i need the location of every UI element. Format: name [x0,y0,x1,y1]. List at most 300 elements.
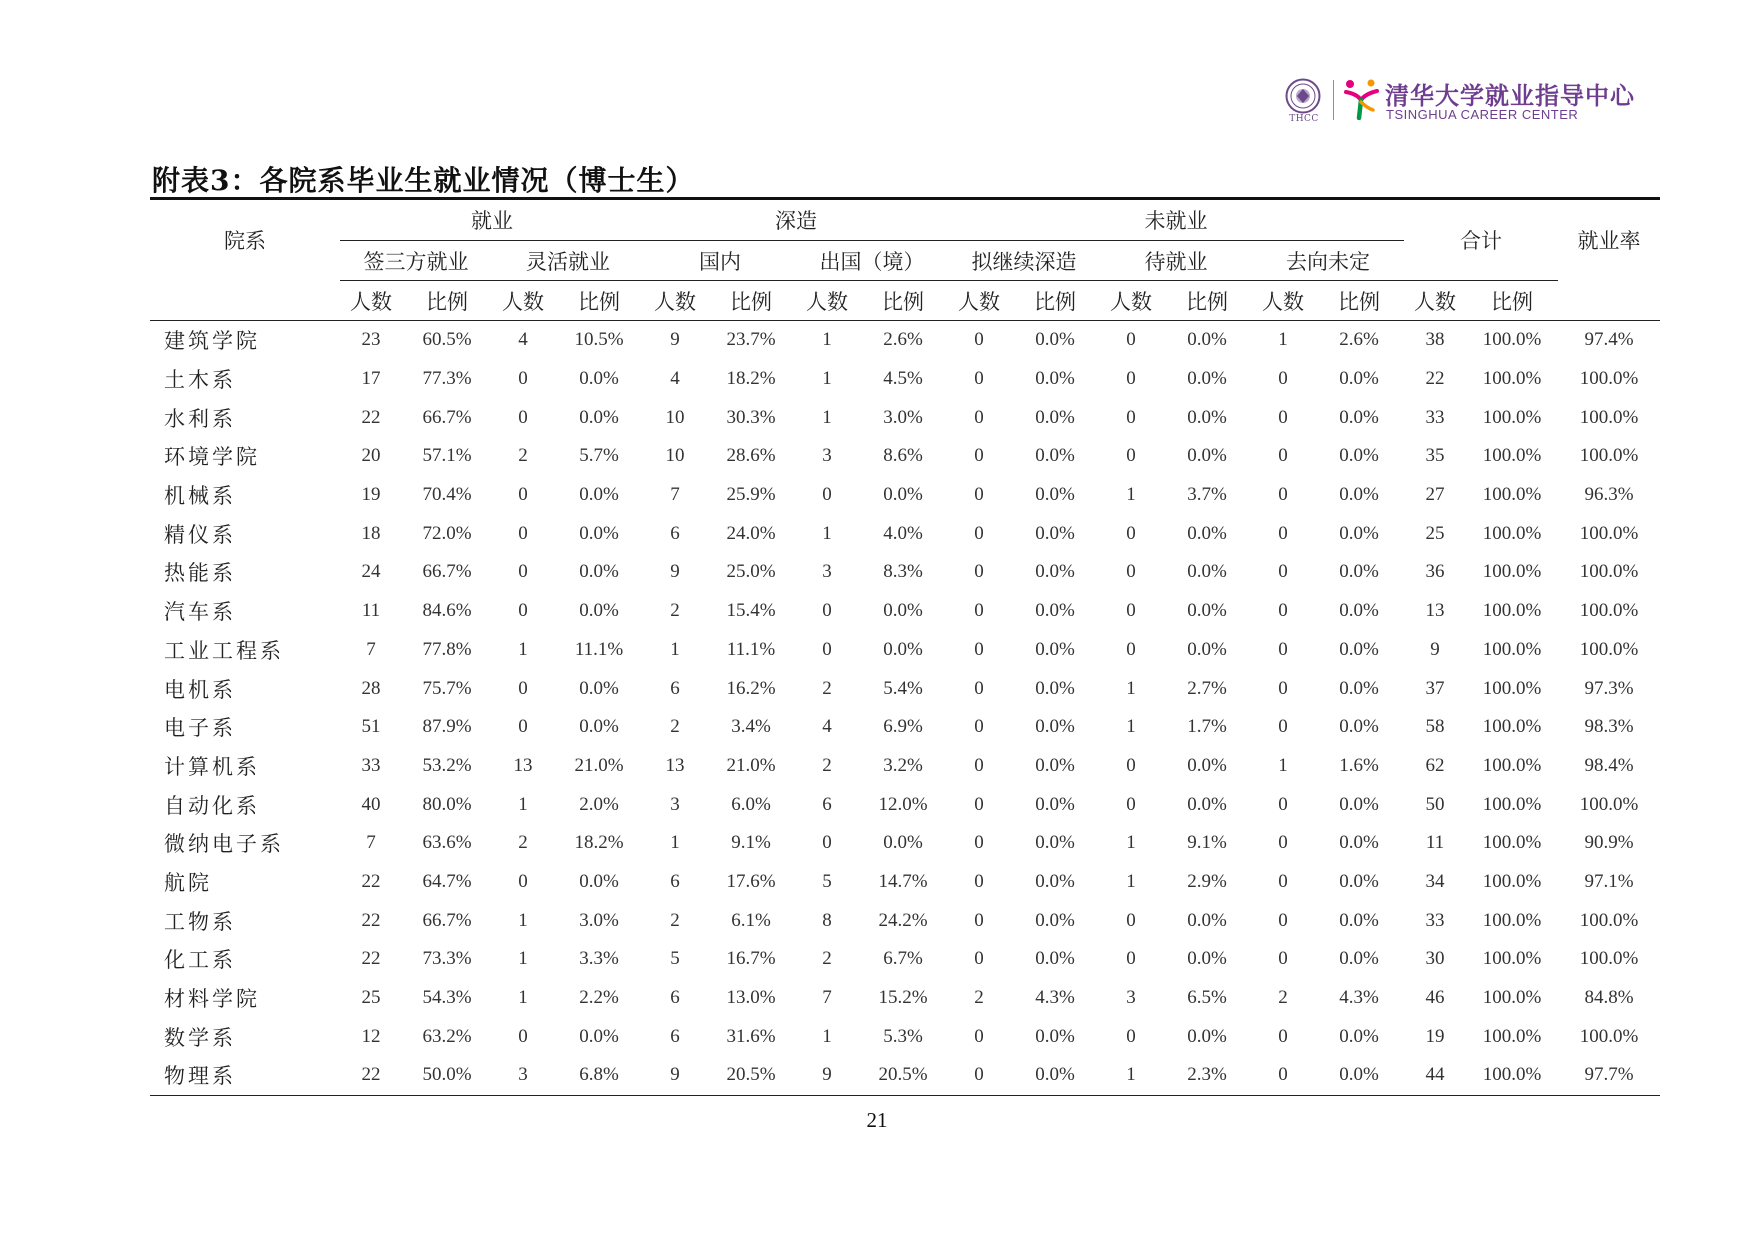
header-count: 人数 [644,281,706,321]
ratio-cell: 23.7% [726,329,776,351]
ratio-cell: 0.0% [1035,406,1075,428]
employment-rate-cell: 98.4% [1584,754,1634,776]
ratio-cell: 8.6% [883,445,923,467]
ratio-cell: 0.0% [1339,561,1379,583]
ratio-cell: 24.2% [878,909,928,931]
ratio-cell: 66.7% [422,909,472,931]
ratio-cell: 0.0% [579,522,619,544]
ratio-cell: 0.0% [1339,406,1379,428]
ratio-cell: 0.0% [1035,870,1075,892]
dept-name: 土木系 [164,368,236,393]
count-cell: 0 [948,1056,1010,1095]
ratio-cell: 100.0% [1482,445,1542,467]
header-domestic: 国内 [644,241,796,281]
count-cell: 1 [822,406,832,428]
header-ratio: 比例 [554,281,644,321]
header-count: 人数 [1252,281,1314,321]
ratio-cell: 6.9% [883,716,923,738]
ratio-cell: 2.9% [1187,870,1227,892]
ratio-cell: 57.1% [422,445,472,467]
count-cell: 0 [974,793,984,815]
ratio-cell: 0.0% [1035,754,1075,776]
count-cell: 19 [1425,1025,1445,1047]
employment-rate-cell: 100.0% [1579,638,1639,660]
employment-rate-cell: 100.0% [1579,561,1639,583]
count-cell: 35 [1425,445,1445,467]
ratio-cell: 16.2% [726,677,776,699]
count-cell: 0 [1278,793,1288,815]
ratio-cell: 2.3% [1162,1056,1252,1095]
table-row [150,476,1660,515]
employment-rate-cell: 97.1% [1584,870,1634,892]
count-cell: 0 [1126,793,1136,815]
count-cell: 3 [670,793,680,815]
count-cell: 0 [822,832,832,854]
ratio-cell: 2.0% [579,793,619,815]
ratio-cell: 0.0% [1035,716,1075,738]
ratio-cell: 0.0% [1339,1025,1379,1047]
ratio-cell: 0.0% [579,484,619,506]
count-cell: 0 [518,600,528,622]
ratio-cell: 18.2% [726,368,776,390]
ratio-cell: 2.7% [1187,677,1227,699]
count-cell: 6 [670,522,680,544]
count-cell: 1 [1278,754,1288,776]
count-cell: 28 [361,677,381,699]
count-cell: 30 [1425,948,1445,970]
ratio-cell: 0.0% [1339,368,1379,390]
count-cell: 0 [1278,832,1288,854]
header-ratio: 比例 [858,281,948,321]
ratio-cell: 0.0% [1187,522,1227,544]
ratio-cell: 60.5% [422,329,472,351]
count-cell: 6 [670,1025,680,1047]
ratio-cell: 31.6% [726,1025,776,1047]
header-blank [1558,281,1660,321]
header-count: 人数 [1404,281,1466,321]
ratio-cell: 0.0% [579,406,619,428]
dept-name: 物理系 [150,1056,340,1095]
count-cell: 3 [822,445,832,467]
table-row [150,398,1660,437]
ratio-cell: 0.0% [1339,445,1379,467]
header-ratio: 比例 [1314,281,1404,321]
header-group-total: 合计 [1404,199,1558,281]
count-cell: 12 [361,1025,381,1047]
table-row [150,631,1660,670]
dept-name: 电子系 [164,716,236,741]
ratio-cell: 0.0% [1035,1025,1075,1047]
employment-rate-cell: 96.3% [1584,484,1634,506]
ratio-cell: 54.3% [422,987,472,1009]
dept-name: 热能系 [164,561,236,586]
ratio-cell: 21.0% [574,754,624,776]
ratio-cell: 0.0% [579,870,619,892]
count-cell: 6 [670,987,680,1009]
ratio-cell: 20.5% [706,1056,796,1095]
dept-name: 计算机系 [164,754,260,779]
ratio-cell: 25.9% [726,484,776,506]
count-cell: 22 [340,1056,402,1095]
ratio-cell: 0.0% [883,600,923,622]
count-cell: 4 [518,329,528,351]
ratio-cell: 3.0% [883,406,923,428]
ratio-cell: 16.7% [726,948,776,970]
dept-name: 精仪系 [164,522,236,547]
ratio-cell: 0.0% [1339,484,1379,506]
ratio-cell: 9.1% [1187,832,1227,854]
employment-rate-cell: 100.0% [1579,445,1639,467]
ratio-cell: 6.0% [731,793,771,815]
ratio-cell: 25.0% [726,561,776,583]
count-cell: 0 [1126,1025,1136,1047]
ratio-cell: 66.7% [422,561,472,583]
count-cell: 0 [1278,716,1288,738]
count-cell: 20 [361,445,381,467]
ratio-cell: 0.0% [883,638,923,660]
count-cell: 0 [1278,522,1288,544]
ratio-cell: 10.5% [574,329,624,351]
ratio-cell: 80.0% [422,793,472,815]
employment-rate-cell: 98.3% [1584,716,1634,738]
count-cell: 7 [366,638,376,660]
ratio-cell: 70.4% [422,484,472,506]
count-cell: 0 [1126,522,1136,544]
count-cell: 0 [1278,484,1288,506]
count-cell: 2 [518,832,528,854]
ratio-cell: 4.5% [883,368,923,390]
ratio-cell: 5.3% [883,1025,923,1047]
ratio-cell: 5.7% [579,445,619,467]
count-cell: 27 [1425,484,1445,506]
ratio-cell: 100.0% [1482,677,1542,699]
count-cell: 17 [361,368,381,390]
ratio-cell: 3.4% [731,716,771,738]
count-cell: 0 [518,1025,528,1047]
ratio-cell: 3.7% [1187,484,1227,506]
employment-rate-cell: 100.0% [1579,793,1639,815]
table-row [150,360,1660,399]
count-cell: 0 [518,522,528,544]
count-cell: 9 [796,1056,858,1095]
count-cell: 1 [1126,870,1136,892]
ratio-cell: 6.7% [883,948,923,970]
count-cell: 3 [492,1056,554,1095]
ratio-cell: 0.0% [1035,484,1075,506]
ratio-cell: 77.3% [422,368,472,390]
employment-rate-cell: 90.9% [1584,832,1634,854]
ratio-cell: 100.0% [1482,600,1542,622]
dept-name: 工业工程系 [164,638,284,663]
ratio-cell: 21.0% [726,754,776,776]
header-group-further-study: 深造 [644,199,948,241]
employment-rate-cell: 97.3% [1584,677,1634,699]
dept-name: 水利系 [164,406,236,431]
ratio-cell: 0.0% [579,1025,619,1047]
count-cell: 37 [1425,677,1445,699]
count-cell: 0 [822,638,832,660]
count-cell: 0 [518,368,528,390]
count-cell: 25 [1425,522,1445,544]
count-cell: 51 [361,716,381,738]
ratio-cell: 0.0% [1035,638,1075,660]
dept-name: 航院 [164,870,212,895]
ratio-cell: 0.0% [1187,909,1227,931]
ratio-cell: 73.3% [422,948,472,970]
ratio-cell: 53.2% [422,754,472,776]
header-ratio: 比例 [1010,281,1100,321]
count-cell: 6 [670,870,680,892]
count-cell: 22 [1425,368,1445,390]
ratio-cell: 0.0% [1187,329,1227,351]
count-cell: 1 [1126,484,1136,506]
ratio-cell: 0.0% [1339,870,1379,892]
count-cell: 62 [1425,754,1445,776]
ratio-cell: 100.0% [1482,329,1542,351]
org-name-en: TSINGHUA CAREER CENTER [1386,107,1579,122]
count-cell: 0 [518,870,528,892]
count-cell: 33 [1425,406,1445,428]
dept-name: 汽车系 [164,600,236,625]
count-cell: 1 [518,987,528,1009]
ratio-cell: 72.0% [422,522,472,544]
ratio-cell: 14.7% [878,870,928,892]
table-row [150,901,1660,940]
count-cell: 9 [670,329,680,351]
count-cell: 0 [974,522,984,544]
ratio-cell: 2.6% [883,329,923,351]
ratio-cell: 0.0% [1035,677,1075,699]
count-cell: 7 [670,484,680,506]
seal-caption: THCC [1289,114,1319,124]
count-cell: 13 [1425,600,1445,622]
count-cell: 10 [665,406,685,428]
ratio-cell: 15.4% [726,600,776,622]
count-cell: 0 [1126,561,1136,583]
ratio-cell: 0.0% [1339,909,1379,931]
count-cell: 8 [822,909,832,931]
header-group-unemployed: 未就业 [948,199,1404,241]
ratio-cell: 1.7% [1187,716,1227,738]
count-cell: 4 [822,716,832,738]
count-cell: 0 [518,677,528,699]
ratio-cell: 11.1% [726,638,776,660]
table-row [150,321,1660,360]
employment-rate-cell: 100.0% [1579,600,1639,622]
count-cell: 0 [974,832,984,854]
ratio-cell: 75.7% [422,677,472,699]
employment-rate-cell: 100.0% [1579,948,1639,970]
count-cell: 1 [518,638,528,660]
ratio-cell: 4.0% [883,522,923,544]
count-cell: 0 [1278,600,1288,622]
count-cell: 19 [361,484,381,506]
count-cell: 1 [822,1025,832,1047]
ratio-cell: 100.0% [1482,754,1542,776]
ratio-cell: 0.0% [883,832,923,854]
ratio-cell: 2.2% [579,987,619,1009]
ratio-cell: 13.0% [726,987,776,1009]
count-cell: 0 [974,445,984,467]
count-cell: 23 [361,329,381,351]
count-cell: 4 [670,368,680,390]
count-cell: 0 [518,561,528,583]
count-cell: 0 [974,948,984,970]
count-cell: 22 [361,948,381,970]
header-count: 人数 [340,281,402,321]
count-cell: 2 [822,948,832,970]
ratio-cell: 87.9% [422,716,472,738]
ratio-cell: 63.2% [422,1025,472,1047]
ratio-cell: 0.0% [1339,793,1379,815]
ratio-cell: 3.3% [579,948,619,970]
employment-rate-cell: 100.0% [1579,368,1639,390]
count-cell: 22 [361,406,381,428]
count-cell: 11 [361,600,381,622]
count-cell: 0 [1126,406,1136,428]
count-cell: 2 [822,754,832,776]
ratio-cell: 0.0% [1035,793,1075,815]
count-cell: 5 [670,948,680,970]
count-cell: 0 [518,406,528,428]
ratio-cell: 3.0% [579,909,619,931]
page-number: 21 [866,1108,888,1132]
ratio-cell: 100.0% [1482,987,1542,1009]
count-cell: 22 [361,909,381,931]
count-cell: 0 [518,484,528,506]
count-cell: 0 [1278,638,1288,660]
count-cell: 38 [1425,329,1445,351]
employment-rate-cell: 100.0% [1579,406,1639,428]
count-cell: 1 [670,832,680,854]
employment-rate-cell: 84.8% [1584,987,1634,1009]
ratio-cell: 15.2% [878,987,928,1009]
ratio-cell: 1.6% [1339,754,1379,776]
ratio-cell: 6.8% [554,1056,644,1095]
count-cell: 24 [361,561,381,583]
career-mark-icon [1343,78,1379,120]
count-cell: 0 [1278,870,1288,892]
count-cell: 10 [665,445,685,467]
table-row [150,708,1660,747]
count-cell: 44 [1404,1056,1466,1095]
header-dept: 院系 [150,199,340,281]
header-blank [150,281,340,321]
count-cell: 13 [665,754,685,776]
table-row [150,940,1660,979]
count-cell: 58 [1425,716,1445,738]
count-cell: 6 [670,677,680,699]
ratio-cell: 17.6% [726,870,776,892]
count-cell: 1 [1126,716,1136,738]
ratio-cell: 0.0% [1187,793,1227,815]
ratio-cell: 0.0% [1339,677,1379,699]
table-row [150,824,1660,863]
count-cell: 0 [1126,368,1136,390]
count-cell: 0 [974,716,984,738]
header-undecided: 去向未定 [1252,241,1404,281]
table-row [150,785,1660,824]
dept-name: 化工系 [164,948,236,973]
ratio-cell: 0.0% [1187,600,1227,622]
ratio-cell: 100.0% [1482,484,1542,506]
count-cell: 0 [974,677,984,699]
dept-name: 电机系 [164,677,236,702]
ratio-cell: 0.0% [579,716,619,738]
count-cell: 0 [822,600,832,622]
count-cell: 1 [518,793,528,815]
ratio-cell: 9.1% [731,832,771,854]
count-cell: 0 [1126,329,1136,351]
count-cell: 0 [974,484,984,506]
ratio-cell: 100.0% [1482,368,1542,390]
header-flexible: 灵活就业 [492,241,644,281]
ratio-cell: 18.2% [574,832,624,854]
count-cell: 0 [1278,677,1288,699]
career-center-logo [1285,74,1635,130]
ratio-cell: 0.0% [883,484,923,506]
header-count: 人数 [1100,281,1162,321]
table-row [150,514,1660,553]
count-cell: 6 [822,793,832,815]
count-cell: 33 [1425,909,1445,931]
page-title: 附表3：各院系毕业生就业情况（博士生） [152,164,695,197]
ratio-cell: 100.0% [1482,406,1542,428]
count-cell: 2 [518,445,528,467]
ratio-cell: 0.0% [1339,522,1379,544]
table-row [150,747,1660,786]
table-row [150,1056,1660,1095]
count-cell: 5 [822,870,832,892]
count-cell: 13 [513,754,533,776]
ratio-cell: 100.0% [1482,522,1542,544]
count-cell: 0 [1278,406,1288,428]
table-row [150,979,1660,1018]
count-cell: 1 [822,522,832,544]
ratio-cell: 0.0% [579,561,619,583]
count-cell: 0 [1126,948,1136,970]
count-cell: 2 [670,716,680,738]
count-cell: 9 [644,1056,706,1095]
count-cell: 0 [974,561,984,583]
count-cell: 1 [822,368,832,390]
header-count: 人数 [948,281,1010,321]
ratio-cell: 0.0% [579,677,619,699]
count-cell: 50 [1425,793,1445,815]
dept-name: 微纳电子系 [164,832,284,857]
ratio-cell: 5.4% [883,677,923,699]
org-name-cn: 清华大学就业指导中心 [1385,82,1635,110]
ratio-cell: 0.0% [579,368,619,390]
count-cell: 1 [822,329,832,351]
ratio-cell: 2.6% [1339,329,1379,351]
ratio-cell: 11.1% [574,638,624,660]
ratio-cell: 0.0% [1339,638,1379,660]
dept-name: 自动化系 [164,793,260,818]
ratio-cell: 63.6% [422,832,472,854]
table-row [150,1017,1660,1056]
count-cell: 18 [361,522,381,544]
ratio-cell: 0.0% [1187,754,1227,776]
ratio-cell: 0.0% [1187,368,1227,390]
university-seal-icon [1285,78,1321,114]
count-cell: 1 [670,638,680,660]
table-row [150,592,1660,631]
count-cell: 0 [974,600,984,622]
count-cell: 3 [822,561,832,583]
count-cell: 2 [822,677,832,699]
ratio-cell: 100.0% [1482,793,1542,815]
